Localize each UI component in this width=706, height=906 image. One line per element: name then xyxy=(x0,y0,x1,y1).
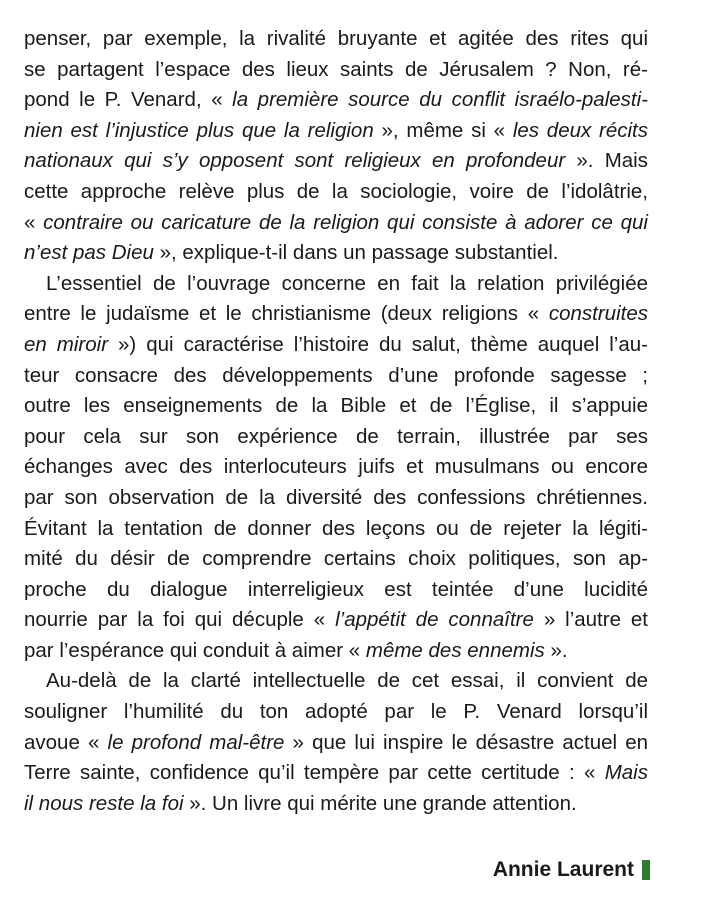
text-segment: ». Mais xyxy=(565,149,648,173)
italic-quote: nationaux qui s’y opposent sont religieux en profondeur xyxy=(24,149,566,173)
text-line xyxy=(24,85,648,116)
text-segment: pond le P. Venard, « xyxy=(24,88,233,112)
text-line xyxy=(24,758,648,789)
text-line xyxy=(24,24,648,55)
text-line xyxy=(24,330,648,361)
text-line xyxy=(24,269,648,300)
author-signature xyxy=(493,855,650,885)
text-segment: ». Un livre qui mérite une grande attention. xyxy=(183,791,577,815)
text-line xyxy=(24,238,648,269)
text-line xyxy=(24,544,648,575)
text-segment: » que lui inspire le désastre actuel en xyxy=(284,730,649,754)
text-segment: Terre sainte, confidence qu’il tempère par cette certitude : « xyxy=(24,761,605,785)
text-segment: se partagent l’espace des lieux saints de Jérusalem ? Non, ré- xyxy=(24,57,648,81)
text-segment: pour cela sur son expérience de terrain, illustrée par ses xyxy=(24,424,648,448)
text-segment: L’essentiel de l’ouvrage concerne en fait la relation privilégiée xyxy=(46,271,648,295)
text-segment: échanges avec des interlocuteurs juifs et musulmans ou encore xyxy=(24,455,648,479)
text-segment: « xyxy=(24,210,44,234)
italic-quote: nien est l’injustice plus que la religion xyxy=(24,118,374,142)
text-line xyxy=(24,177,648,208)
accent-bar-icon xyxy=(642,860,650,880)
text-line xyxy=(24,605,648,636)
text-segment: cette approche relève plus de la sociologie, voire de l’idolâtrie, xyxy=(24,179,648,203)
text-line xyxy=(24,514,648,545)
text-segment: » l’autre et xyxy=(533,608,648,632)
italic-quote: le profond mal-être xyxy=(107,730,285,754)
text-line xyxy=(24,422,648,453)
text-segment: », même si « xyxy=(373,118,513,142)
text-segment: avoue « xyxy=(24,730,108,754)
text-line xyxy=(24,789,648,820)
text-line xyxy=(24,299,648,330)
article-text xyxy=(24,24,648,819)
text-segment: ») qui caractérise l’histoire du salut, thème auquel l’au- xyxy=(108,332,648,356)
text-segment: nourrie par la foi qui décuple « xyxy=(24,608,336,632)
text-line xyxy=(24,391,648,422)
text-line xyxy=(24,361,648,392)
text-segment: entre le judaïsme et le christianisme (deux religions « xyxy=(24,302,549,326)
text-segment: », explique-t-il dans un passage substantiel. xyxy=(153,241,559,265)
italic-quote: la première source du conflit israélo-palesti- xyxy=(232,88,648,112)
text-line xyxy=(24,116,648,147)
italic-quote: en miroir xyxy=(24,332,109,356)
text-segment: penser, par exemple, la rivalité bruyante et agitée des rites qui xyxy=(24,27,648,50)
text-line xyxy=(24,575,648,606)
text-line xyxy=(24,55,648,86)
italic-quote: Mais xyxy=(604,761,648,785)
text-line xyxy=(24,666,648,697)
text-segment: mité du désir de comprendre certains choix politiques, son ap- xyxy=(24,547,648,571)
italic-quote: l’appétit de connaître xyxy=(335,608,534,632)
text-line xyxy=(24,728,648,759)
text-line xyxy=(24,208,648,239)
text-segment: par son observation de la diversité des confessions chrétiennes. xyxy=(24,485,648,509)
text-segment: Au-delà de la clarté intellectuelle de cet essai, il convient de xyxy=(46,669,648,693)
italic-quote: les deux récits xyxy=(512,118,648,142)
text-line xyxy=(24,697,648,728)
italic-quote: construites xyxy=(548,302,648,326)
text-line xyxy=(24,452,648,483)
text-segment: outre les enseignements de la Bible et de l’Église, il s’appuie xyxy=(24,394,648,418)
text-segment: souligner l’humilité du ton adopté par le P. Venard lorsqu’il xyxy=(24,700,648,724)
text-line xyxy=(24,636,648,667)
text-segment: Évitant la tentation de donner des leçons ou de rejeter la légiti- xyxy=(24,516,648,540)
italic-quote: n’est pas Dieu xyxy=(24,241,154,265)
text-line xyxy=(24,146,648,177)
italic-quote: contraire ou caricature de la religion qui consiste à adorer ce qui xyxy=(43,210,648,234)
author-name: Annie Laurent xyxy=(492,858,634,881)
text-segment: par l’espérance qui conduit à aimer « xyxy=(24,638,366,662)
italic-quote: il nous reste la foi xyxy=(24,791,184,815)
text-segment: ». xyxy=(544,638,568,662)
text-segment: proche du dialogue interreligieux est teintée d’une lucidité xyxy=(24,577,648,601)
text-line xyxy=(24,483,648,514)
text-segment: teur consacre des développements d’une profonde sagesse ; xyxy=(24,363,648,387)
italic-quote: même des ennemis xyxy=(365,638,545,662)
